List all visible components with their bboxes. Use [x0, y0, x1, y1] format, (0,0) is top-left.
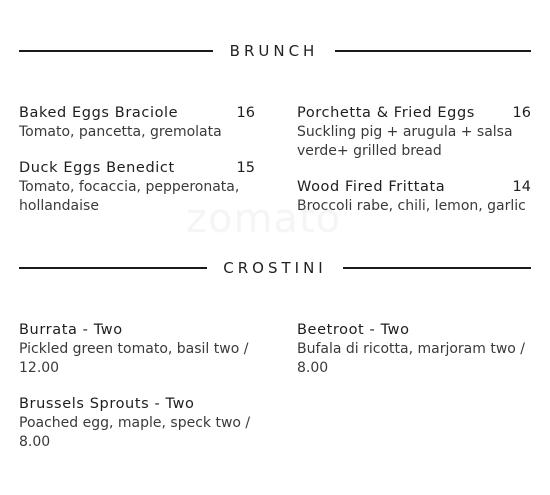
menu-item [19, 395, 255, 452]
menu-item [297, 321, 531, 378]
item-description: Tomato, focaccia, pepperonata, hollandaise [19, 179, 240, 214]
right-rule [335, 50, 531, 52]
menu-item [297, 104, 531, 161]
menu-item [19, 104, 255, 142]
item-price: 15 [236, 160, 255, 176]
item-name: Baked Eggs Braciole [19, 105, 179, 121]
item-name: Wood Fired Frittata [297, 179, 446, 195]
item-price: 14 [512, 179, 531, 195]
menu-item [297, 178, 531, 216]
section-title: BRUNCH [229, 42, 319, 60]
zomato-watermark: zomato [186, 196, 342, 242]
crostini-header [19, 258, 531, 278]
item-name: Brussels Sprouts - Two [19, 396, 195, 412]
item-description: Bufala di ricotta, marjoram two / 8.00 [297, 341, 526, 376]
item-name: Beetroot - Two [297, 322, 410, 338]
item-name: Duck Eggs Benedict [19, 160, 175, 176]
item-description: Pickled green tomato, basil two / 12.00 [19, 341, 249, 376]
item-name: Burrata - Two [19, 322, 123, 338]
item-price: 16 [512, 105, 531, 121]
item-description: Tomato, pancetta, gremolata [19, 124, 222, 140]
section-title: CROSTINI [223, 259, 327, 277]
item-description: Poached egg, maple, speck two / 8.00 [19, 415, 251, 450]
right-rule [343, 267, 531, 269]
item-name: Porchetta & Fried Eggs [297, 105, 475, 121]
item-price: 16 [236, 105, 255, 121]
left-rule [19, 50, 213, 52]
menu-item [19, 321, 255, 378]
item-description: Broccoli rabe, chili, lemon, garlic [297, 198, 526, 214]
item-description: Suckling pig + arugula + salsa verde+ grilled bread [297, 124, 513, 159]
menu-item [19, 159, 255, 216]
brunch-header [19, 41, 531, 61]
left-rule [19, 267, 207, 269]
